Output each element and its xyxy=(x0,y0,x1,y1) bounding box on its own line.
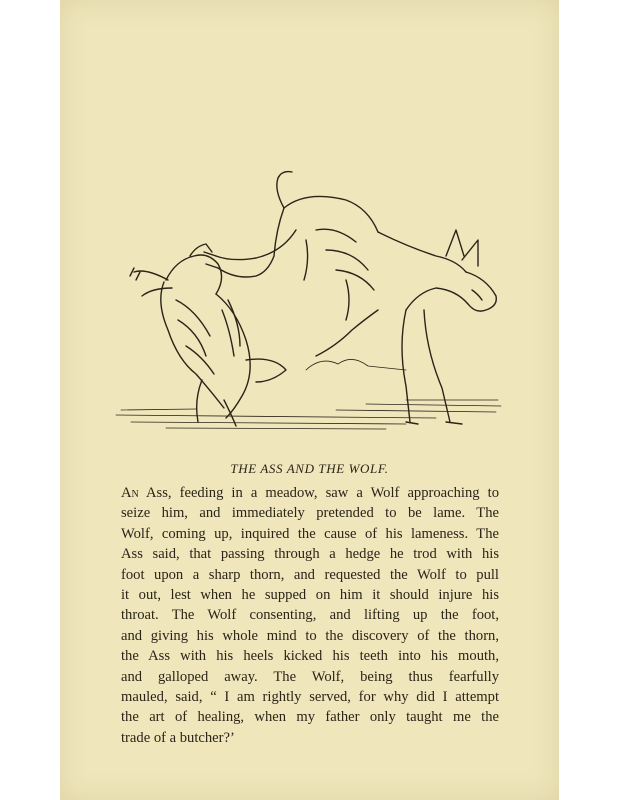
fable-illustration xyxy=(106,160,506,450)
fable-line-11: mauled, said, “ I am rightly served, for why did I attempt xyxy=(121,689,499,706)
donkey-drawing xyxy=(204,172,496,424)
horizon-hills xyxy=(306,359,406,370)
wolf-drawing xyxy=(130,244,286,426)
fable-line-10: and galloped away. The Wolf, being thus fearfully xyxy=(121,668,499,685)
fable-line-4: Ass said, that passing through a hedge he trod with his xyxy=(121,546,499,563)
fable-line-13: trade of a butcher?’ xyxy=(121,729,235,746)
fable-line-9: the Ass with his heels kicked his teeth into his mouth, xyxy=(121,648,499,665)
fable-line-3: Wolf, coming up, inquired the cause of his lameness. The xyxy=(121,525,499,542)
fable-line-7: throat. The Wolf consenting, and lifting up the foot, xyxy=(121,607,499,624)
fable-line-12: the art of healing, when my father only taught me the xyxy=(121,709,499,726)
fable-line-2: seize him, and immediately pretended to be lame. The xyxy=(121,505,499,522)
fable-text xyxy=(121,483,499,748)
dropcap-word: An xyxy=(121,485,139,501)
fable-title: THE ASS AND THE WOLF. xyxy=(230,461,389,476)
fable-line-1: An Ass, feeding in a meadow, saw a Wolf approaching to xyxy=(121,485,499,501)
fable-line-5: foot upon a sharp thorn, and requested the Wolf to pull xyxy=(121,566,499,583)
book-page xyxy=(60,0,559,800)
fable-line-6: it out, lest when he supped on him it should injure his xyxy=(121,587,499,604)
ground-hatching xyxy=(116,400,501,429)
fable-line-8: and giving his whole mind to the discovery of the thorn, xyxy=(121,627,499,644)
